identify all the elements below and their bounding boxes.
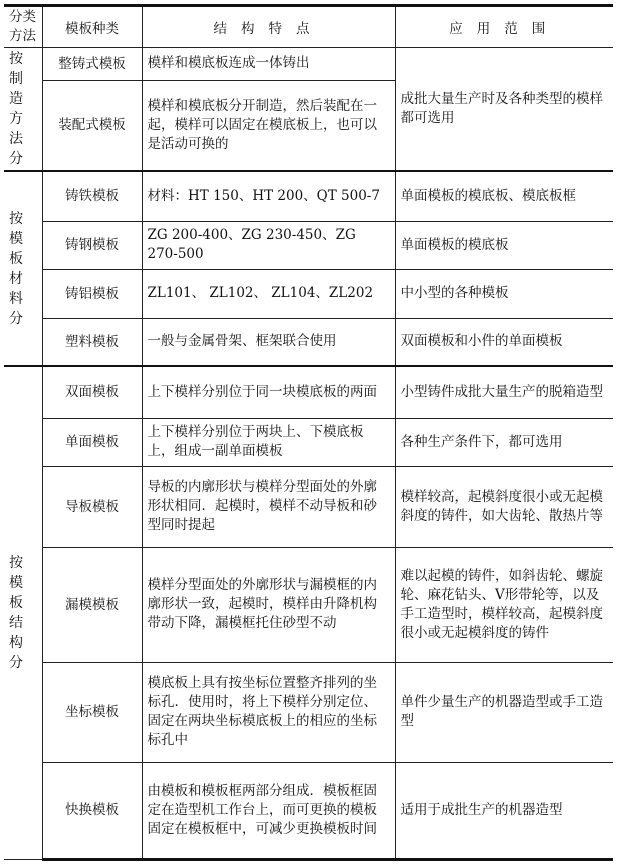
- row-application: 单件少量生产的机器造型或手工造型: [395, 662, 613, 762]
- table-row: [4, 662, 613, 762]
- row-application: 中小型的各种模板: [395, 269, 613, 318]
- row-application: 小型铸件成批大量生产的脱箱造型: [395, 366, 613, 418]
- row-features: 模样分型面处的外廓形状与漏模框的内廓形状一致，起模时，模样由升降机构带动下降，漏模框托住砂型不动: [142, 547, 395, 662]
- group-structure: 按模板结构分: [4, 366, 42, 859]
- row-type: 装配式模板: [42, 80, 142, 171]
- row-features: 导板的内廓形状与模样分型面处的外廓形状相同．起模时，模样不动导板和砂型同时提起: [142, 466, 395, 547]
- row-features: 模底板上具有按坐标位置整齐排列的坐标孔．使用时，将上下模样分别定位、固定在两块坐标模底板上的相应的坐标标孔中: [142, 662, 395, 762]
- table-row: [4, 48, 613, 81]
- row-application: 单面模板的模底板、模底板框: [395, 171, 613, 221]
- row-type: 单面模板: [42, 418, 142, 466]
- table-row: [4, 762, 613, 859]
- table-row: [4, 221, 613, 269]
- row-type: 双面模板: [42, 366, 142, 418]
- header-category: 分类方法: [4, 6, 42, 48]
- table-row: [4, 318, 613, 366]
- row-type: 快换模板: [42, 762, 142, 859]
- row-type: 漏模模板: [42, 547, 142, 662]
- row-application: 模样较高，起模斜度很小或无起模斜度的铸件，如大齿轮、散热片等: [395, 466, 613, 547]
- row-features: 由模板和模板框两部分组成．模板框固定在造型机工作台上，而可更换的模板固定在模板框中，可减少更换模板时间: [142, 762, 395, 859]
- row-application: 各种生产条件下，都可选用: [395, 418, 613, 466]
- row-features: 模样和模底板分开制造，然后装配在一起，模样可以固定在模底板上，也可以是活动可换的: [142, 80, 395, 171]
- row-type: 塑料模板: [42, 318, 142, 366]
- table-row: [4, 269, 613, 318]
- row-application: 适用于成批生产的机器造型: [395, 762, 613, 859]
- row-features: 模样和模底板连成一体铸出: [142, 48, 395, 81]
- table-row: [4, 547, 613, 662]
- row-application: 双面模板和小件的单面模板: [395, 318, 613, 366]
- row-features: 上下模样分别位于两块上、下模底板上，组成一副单面模板: [142, 418, 395, 466]
- table-row: [4, 466, 613, 547]
- template-classification-table: [4, 4, 613, 861]
- row-features: 一般与金属骨架、框架联合使用: [142, 318, 395, 366]
- row-type: 导板模板: [42, 466, 142, 547]
- row-features: 上下模样分别位于同一块模底板的两面: [142, 366, 395, 418]
- group-manufacture: 按制造方法分: [4, 48, 42, 172]
- table-header-row: [4, 6, 613, 48]
- row-type: 铸铝模板: [42, 269, 142, 318]
- header-type: 模板种类: [42, 6, 142, 48]
- group-material: 按模板材料分: [4, 171, 42, 366]
- row-features: ZG 200-400、ZG 230-450、ZG 270-500: [142, 221, 395, 269]
- table-row: [4, 171, 613, 221]
- row-application: 难以起模的铸件，如斜齿轮、螺旋轮、麻花钻头、V形带轮等，以及手工造型时，模样较高，起模斜度很小或无起模斜度的铸件: [395, 547, 613, 662]
- row-type: 整铸式模板: [42, 48, 142, 81]
- row-features: ZL101、 ZL102、 ZL104、ZL202: [142, 269, 395, 318]
- row-type: 铸钢模板: [42, 221, 142, 269]
- table-row: [4, 418, 613, 466]
- row-type: 铸铁模板: [42, 171, 142, 221]
- row-application: 成批大量生产时及各种类型的模样都可选用: [395, 48, 613, 172]
- row-type: 坐标模板: [42, 662, 142, 762]
- table-row: [4, 366, 613, 418]
- row-features: 材料：HT 150、HT 200、QT 500-7: [142, 171, 395, 221]
- row-application: 单面模板的模底板: [395, 221, 613, 269]
- header-features: 结构特点: [142, 6, 395, 48]
- header-application: 应用范围: [395, 6, 613, 48]
